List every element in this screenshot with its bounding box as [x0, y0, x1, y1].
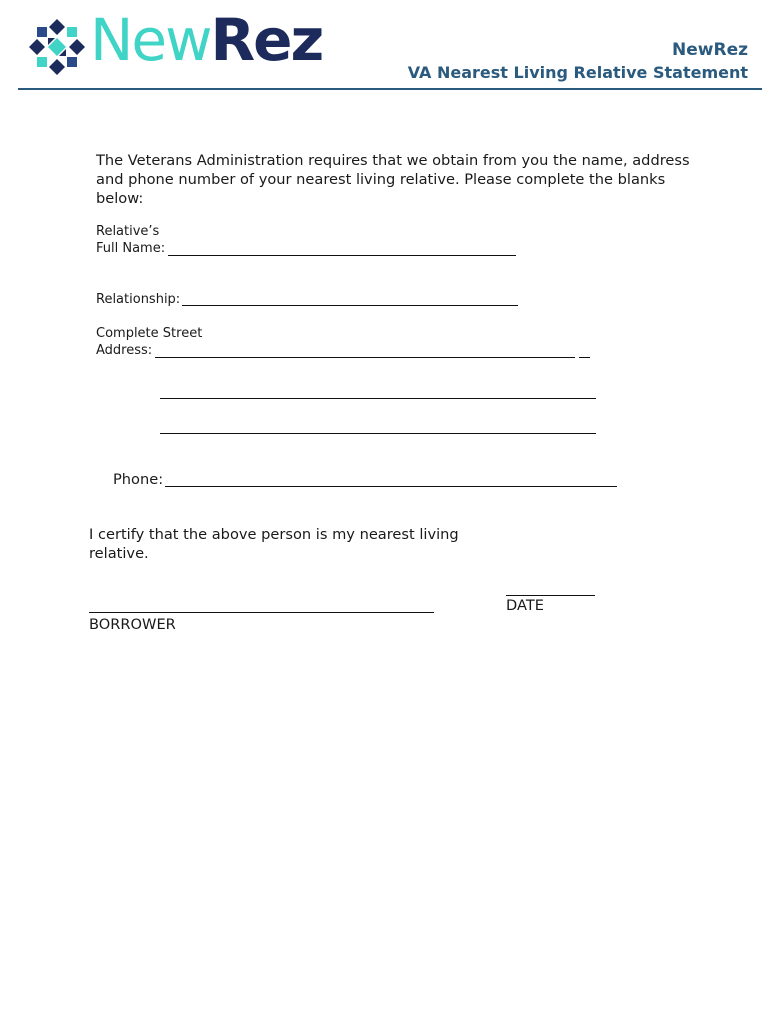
brand-word-rez: Rez: [210, 6, 323, 74]
certification-statement: [89, 525, 469, 563]
intro-line-2: and phone number of your nearest living relative. Please complete the blanks below:: [96, 171, 666, 207]
phone-field[interactable]: [165, 486, 617, 487]
brand-wordmark: [90, 8, 322, 72]
intro-paragraph: [96, 151, 716, 208]
intro-line-1: The Veterans Administration requires that we obtain from you the name, address: [96, 152, 690, 169]
certification-line-2: relative.: [89, 545, 149, 562]
relative-name-label-line-1: Relative’s: [96, 224, 160, 239]
newrez-logo: [26, 6, 326, 78]
relative-name-field[interactable]: [168, 255, 516, 256]
header-divider: [18, 88, 762, 90]
borrower-label: BORROWER: [89, 616, 176, 633]
address-label-line-1: Complete Street: [96, 326, 203, 341]
address-label: [96, 325, 202, 359]
relative-name-label-line-2: Full Name:: [96, 241, 166, 256]
relationship-label: Relationship:: [96, 292, 181, 307]
relative-name-label: [96, 223, 165, 257]
header-company: NewRez: [672, 40, 748, 60]
relationship-field[interactable]: [182, 305, 518, 306]
brand-word-new: New: [90, 6, 211, 74]
address-field-line-3[interactable]: [160, 433, 596, 434]
address-field-line-1b[interactable]: [503, 357, 575, 358]
header-title: VA Nearest Living Relative Statement: [407, 63, 748, 82]
address-field-line-1a[interactable]: [155, 357, 503, 358]
borrower-signature-line[interactable]: [89, 612, 434, 613]
address-label-line-2: Address:: [96, 343, 153, 358]
newrez-emblem-icon: [26, 16, 88, 78]
address-field-line-1c[interactable]: [579, 357, 590, 358]
address-field-line-2[interactable]: [160, 398, 596, 399]
phone-label: Phone:: [113, 471, 164, 488]
certification-line-1: I certify that the above person is my nearest living: [89, 526, 459, 543]
date-label: DATE: [506, 597, 544, 614]
